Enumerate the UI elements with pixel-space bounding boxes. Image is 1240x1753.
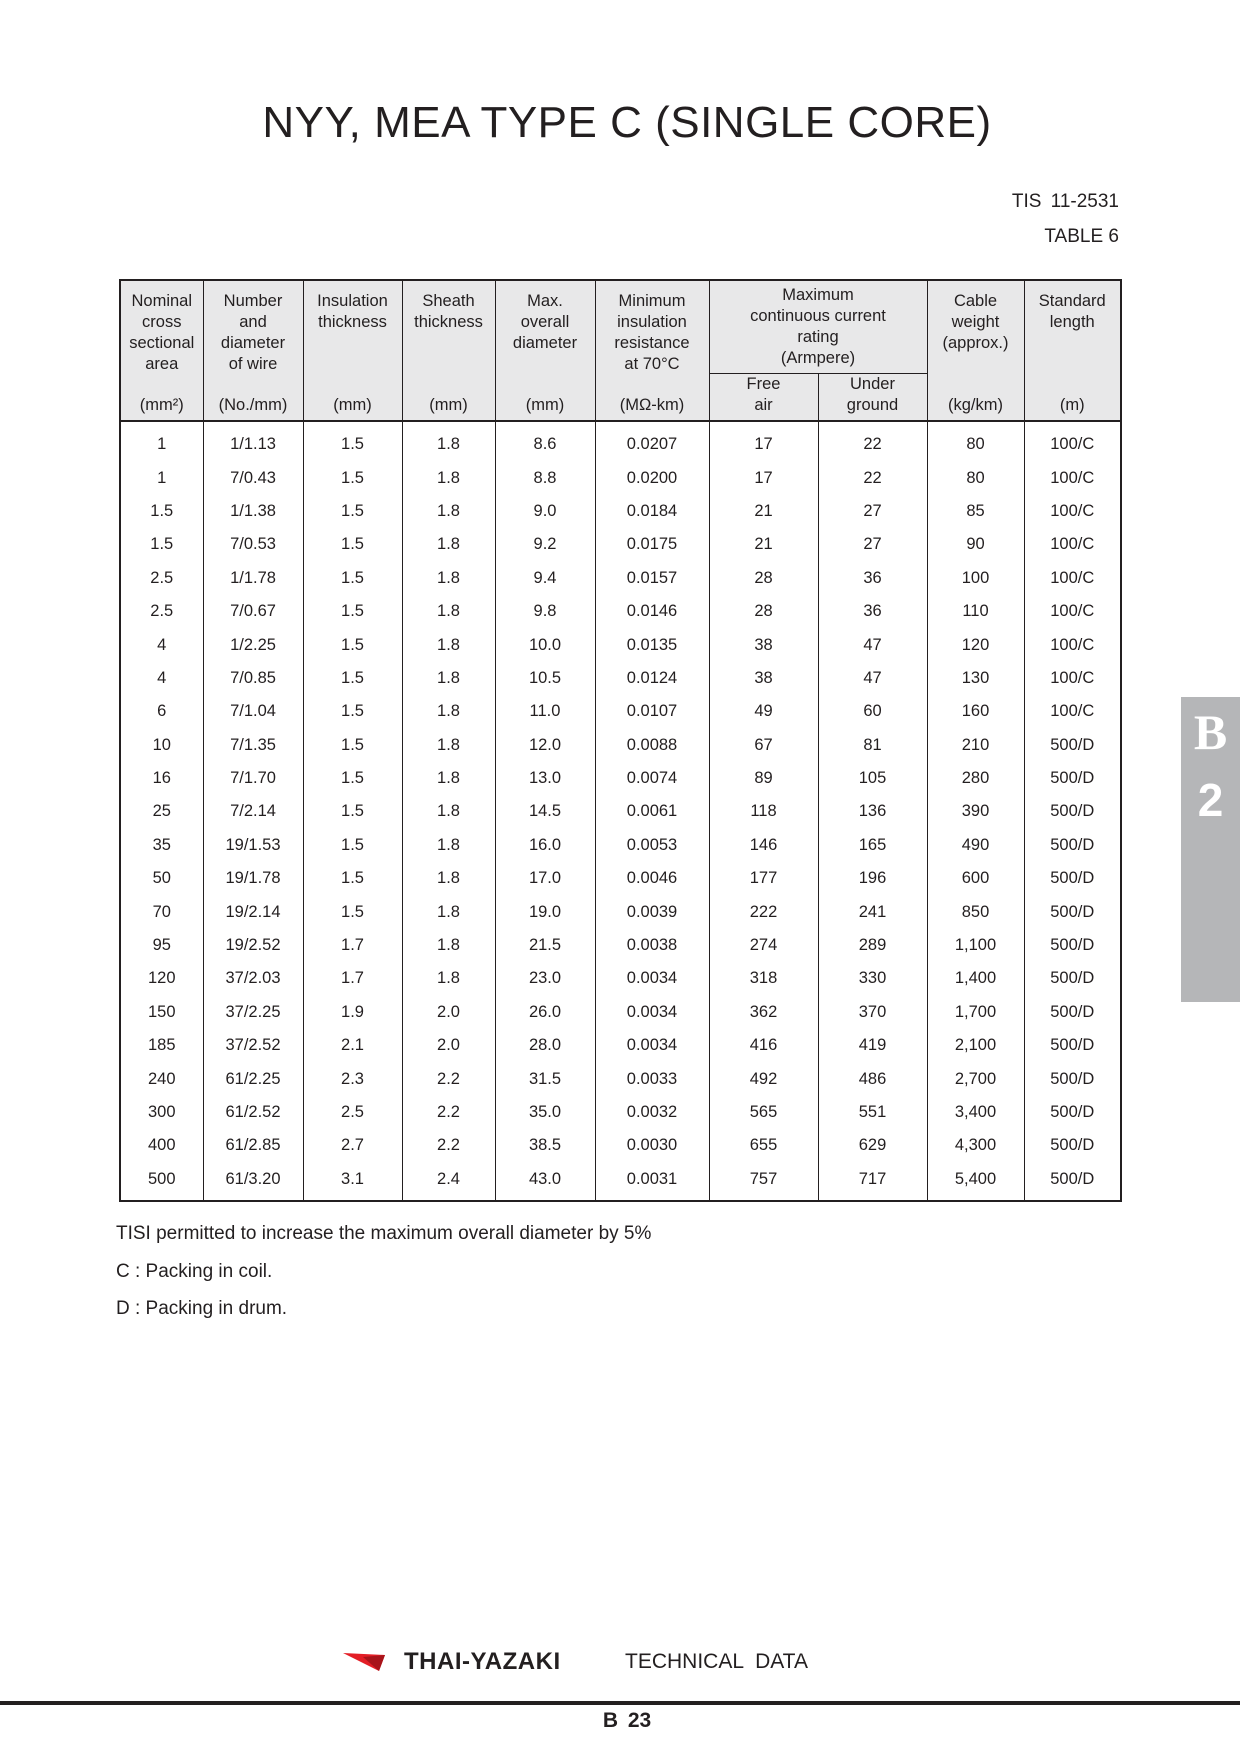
brand-name: THAI-YAZAKI <box>404 1648 561 1675</box>
cell-sheath: 1.8 <box>402 729 495 762</box>
cell-sheath: 1.8 <box>402 528 495 561</box>
cell-area: 185 <box>120 1029 203 1062</box>
cell-wire: 37/2.03 <box>203 962 303 995</box>
cell-under-ground: 81 <box>818 729 927 762</box>
table-row <box>120 1062 1121 1095</box>
cell-insulation: 2.3 <box>303 1062 402 1095</box>
cell-weight: 2,700 <box>927 1062 1024 1095</box>
cell-area: 300 <box>120 1096 203 1129</box>
cell-area: 1.5 <box>120 495 203 528</box>
table-row <box>120 895 1121 928</box>
table-row <box>120 929 1121 962</box>
cell-resistance: 0.0175 <box>595 528 709 561</box>
table-row <box>120 1096 1121 1129</box>
table-row <box>120 528 1121 561</box>
cell-wire: 7/0.43 <box>203 461 303 494</box>
cell-under-ground: 486 <box>818 1062 927 1095</box>
cell-free-air: 17 <box>709 461 818 494</box>
cell-under-ground: 551 <box>818 1096 927 1129</box>
page-number: B 23 <box>602 1709 652 1732</box>
cell-free-air: 17 <box>709 421 818 461</box>
cell-insulation: 1.5 <box>303 461 402 494</box>
cell-sheath: 2.4 <box>402 1163 495 1201</box>
cell-under-ground: 196 <box>818 862 927 895</box>
cell-length: 100/C <box>1024 662 1121 695</box>
cell-under-ground: 36 <box>818 562 927 595</box>
cell-area: 16 <box>120 762 203 795</box>
cell-sheath: 1.8 <box>402 895 495 928</box>
cell-weight: 80 <box>927 461 1024 494</box>
cell-free-air: 67 <box>709 729 818 762</box>
cell-free-air: 28 <box>709 562 818 595</box>
cell-resistance: 0.0038 <box>595 929 709 962</box>
cell-area: 6 <box>120 695 203 728</box>
header-sheath: Sheath thickness <box>402 280 495 382</box>
table-row <box>120 421 1121 461</box>
cell-resistance: 0.0061 <box>595 795 709 828</box>
cell-diameter: 28.0 <box>495 1029 595 1062</box>
table-row <box>120 562 1121 595</box>
cell-sheath: 2.2 <box>402 1062 495 1095</box>
cell-resistance: 0.0046 <box>595 862 709 895</box>
cell-resistance: 0.0034 <box>595 962 709 995</box>
cell-insulation: 2.5 <box>303 1096 402 1129</box>
cell-sheath: 1.8 <box>402 862 495 895</box>
cell-weight: 2,100 <box>927 1029 1024 1062</box>
cell-weight: 280 <box>927 762 1024 795</box>
cell-sheath: 2.0 <box>402 996 495 1029</box>
cell-area: 1.5 <box>120 528 203 561</box>
cell-area: 95 <box>120 929 203 962</box>
cell-weight: 90 <box>927 528 1024 561</box>
cell-length: 500/D <box>1024 862 1121 895</box>
cell-area: 4 <box>120 662 203 695</box>
cell-resistance: 0.0074 <box>595 762 709 795</box>
cell-under-ground: 241 <box>818 895 927 928</box>
cell-weight: 390 <box>927 795 1024 828</box>
cell-wire: 19/2.14 <box>203 895 303 928</box>
note-diameter-tolerance: TISI permitted to increase the maximum overall diameter by 5% <box>116 1223 652 1244</box>
cell-weight: 1,700 <box>927 996 1024 1029</box>
cell-weight: 80 <box>927 421 1024 461</box>
cell-insulation: 2.1 <box>303 1029 402 1062</box>
unit-nominal-area: (mm²) <box>120 382 203 421</box>
cell-weight: 4,300 <box>927 1129 1024 1162</box>
table-row <box>120 829 1121 862</box>
cell-sheath: 1.8 <box>402 662 495 695</box>
cell-under-ground: 47 <box>818 628 927 661</box>
cell-diameter: 9.8 <box>495 595 595 628</box>
table-row <box>120 628 1121 661</box>
cell-free-air: 416 <box>709 1029 818 1062</box>
cell-area: 400 <box>120 1129 203 1162</box>
table-row <box>120 1029 1121 1062</box>
cell-sheath: 1.8 <box>402 962 495 995</box>
cell-resistance: 0.0053 <box>595 829 709 862</box>
cell-wire: 19/1.78 <box>203 862 303 895</box>
table-row <box>120 495 1121 528</box>
cell-resistance: 0.0034 <box>595 1029 709 1062</box>
standard-number: TIS 11-2531 <box>1011 191 1119 212</box>
cell-insulation: 2.7 <box>303 1129 402 1162</box>
cell-wire: 1/2.25 <box>203 628 303 661</box>
cell-sheath: 1.8 <box>402 628 495 661</box>
table-row <box>120 762 1121 795</box>
cell-length: 500/D <box>1024 829 1121 862</box>
cell-length: 100/C <box>1024 528 1121 561</box>
cell-weight: 5,400 <box>927 1163 1024 1201</box>
section-tab-letter: B <box>1193 704 1228 760</box>
cell-resistance: 0.0033 <box>595 1062 709 1095</box>
table-row <box>120 595 1121 628</box>
cell-free-air: 146 <box>709 829 818 862</box>
cell-free-air: 177 <box>709 862 818 895</box>
cell-sheath: 1.8 <box>402 421 495 461</box>
cell-under-ground: 419 <box>818 1029 927 1062</box>
unit-insulation: (mm) <box>303 382 402 421</box>
cell-resistance: 0.0088 <box>595 729 709 762</box>
cell-under-ground: 27 <box>818 495 927 528</box>
cell-wire: 37/2.52 <box>203 1029 303 1062</box>
cell-insulation: 1.5 <box>303 895 402 928</box>
cell-area: 50 <box>120 862 203 895</box>
note-drum-packing: D : Packing in drum. <box>116 1298 288 1319</box>
header-length: Standard length <box>1024 280 1121 382</box>
cell-insulation: 1.9 <box>303 996 402 1029</box>
cell-weight: 85 <box>927 495 1024 528</box>
cell-area: 1 <box>120 461 203 494</box>
cell-weight: 850 <box>927 895 1024 928</box>
cell-wire: 7/0.85 <box>203 662 303 695</box>
footer <box>0 1645 1240 1679</box>
header-resistance: Minimum insulation resistance at 70°C <box>595 280 709 382</box>
cell-resistance: 0.0207 <box>595 421 709 461</box>
cell-insulation: 1.5 <box>303 595 402 628</box>
cell-insulation: 1.5 <box>303 695 402 728</box>
cell-wire: 7/2.14 <box>203 795 303 828</box>
cell-free-air: 21 <box>709 528 818 561</box>
header-wire: Number and diameter of wire <box>203 280 303 382</box>
table-row <box>120 1129 1121 1162</box>
cell-diameter: 12.0 <box>495 729 595 762</box>
cell-wire: 19/1.53 <box>203 829 303 862</box>
cell-insulation: 1.5 <box>303 729 402 762</box>
cell-weight: 110 <box>927 595 1024 628</box>
cell-wire: 7/1.35 <box>203 729 303 762</box>
cell-diameter: 8.6 <box>495 421 595 461</box>
cell-free-air: 38 <box>709 628 818 661</box>
header-current-rating: Maximum continuous current rating (Armpere) <box>709 280 927 374</box>
cell-weight: 1,400 <box>927 962 1024 995</box>
unit-weight: (kg/km) <box>927 382 1024 421</box>
cell-wire: 7/1.04 <box>203 695 303 728</box>
cell-length: 100/C <box>1024 695 1121 728</box>
table-row <box>120 996 1121 1029</box>
table-row <box>120 729 1121 762</box>
cell-insulation: 1.5 <box>303 862 402 895</box>
cell-free-air: 118 <box>709 795 818 828</box>
cell-free-air: 222 <box>709 895 818 928</box>
cell-diameter: 10.0 <box>495 628 595 661</box>
cell-insulation: 1.5 <box>303 421 402 461</box>
cell-area: 2.5 <box>120 595 203 628</box>
cell-diameter: 38.5 <box>495 1129 595 1162</box>
cell-sheath: 1.8 <box>402 695 495 728</box>
cell-resistance: 0.0031 <box>595 1163 709 1201</box>
cell-resistance: 0.0124 <box>595 662 709 695</box>
cell-wire: 37/2.25 <box>203 996 303 1029</box>
cell-insulation: 1.5 <box>303 562 402 595</box>
cell-area: 120 <box>120 962 203 995</box>
cell-wire: 61/2.52 <box>203 1096 303 1129</box>
cell-sheath: 2.2 <box>402 1129 495 1162</box>
cell-insulation: 3.1 <box>303 1163 402 1201</box>
cell-diameter: 17.0 <box>495 862 595 895</box>
header-diameter: Max. overall diameter <box>495 280 595 382</box>
cell-length: 500/D <box>1024 1163 1121 1201</box>
cell-area: 4 <box>120 628 203 661</box>
cell-resistance: 0.0200 <box>595 461 709 494</box>
cell-weight: 100 <box>927 562 1024 595</box>
cell-diameter: 26.0 <box>495 996 595 1029</box>
cell-wire: 7/1.70 <box>203 762 303 795</box>
cell-diameter: 21.5 <box>495 929 595 962</box>
cell-area: 25 <box>120 795 203 828</box>
cell-weight: 120 <box>927 628 1024 661</box>
cell-under-ground: 330 <box>818 962 927 995</box>
cell-under-ground: 105 <box>818 762 927 795</box>
cell-diameter: 23.0 <box>495 962 595 995</box>
table-row <box>120 461 1121 494</box>
cell-diameter: 14.5 <box>495 795 595 828</box>
section-tab-number: 2 <box>1197 774 1224 826</box>
cell-length: 100/C <box>1024 495 1121 528</box>
cell-free-air: 28 <box>709 595 818 628</box>
cell-under-ground: 717 <box>818 1163 927 1201</box>
cell-sheath: 2.2 <box>402 1096 495 1129</box>
cell-diameter: 9.4 <box>495 562 595 595</box>
cell-length: 500/D <box>1024 795 1121 828</box>
table-row <box>120 662 1121 695</box>
footer-divider <box>0 1701 1240 1705</box>
cell-weight: 1,100 <box>927 929 1024 962</box>
cell-area: 70 <box>120 895 203 928</box>
cell-resistance: 0.0135 <box>595 628 709 661</box>
header-free-air: Free air <box>709 374 818 422</box>
section-tab <box>1181 697 1240 1002</box>
cell-free-air: 49 <box>709 695 818 728</box>
cell-diameter: 19.0 <box>495 895 595 928</box>
cell-weight: 210 <box>927 729 1024 762</box>
cell-length: 100/C <box>1024 562 1121 595</box>
cell-wire: 1/1.78 <box>203 562 303 595</box>
cell-free-air: 274 <box>709 929 818 962</box>
cell-wire: 1/1.13 <box>203 421 303 461</box>
cell-insulation: 1.5 <box>303 829 402 862</box>
table-row <box>120 795 1121 828</box>
cell-length: 500/D <box>1024 762 1121 795</box>
cell-insulation: 1.5 <box>303 528 402 561</box>
table-reference: TABLE 6 <box>1044 226 1119 247</box>
cell-weight: 160 <box>927 695 1024 728</box>
cell-sheath: 1.8 <box>402 562 495 595</box>
cell-free-air: 565 <box>709 1096 818 1129</box>
cell-resistance: 0.0034 <box>595 996 709 1029</box>
cell-length: 500/D <box>1024 962 1121 995</box>
cell-length: 500/D <box>1024 729 1121 762</box>
brand-tagline: TECHNICAL DATA <box>625 1650 808 1673</box>
cell-under-ground: 165 <box>818 829 927 862</box>
cell-length: 500/D <box>1024 1029 1121 1062</box>
cell-length: 500/D <box>1024 895 1121 928</box>
unit-diameter: (mm) <box>495 382 595 421</box>
cell-wire: 1/1.38 <box>203 495 303 528</box>
cell-insulation: 1.5 <box>303 762 402 795</box>
cell-under-ground: 289 <box>818 929 927 962</box>
cell-length: 500/D <box>1024 1129 1121 1162</box>
cell-free-air: 38 <box>709 662 818 695</box>
cell-length: 500/D <box>1024 1062 1121 1095</box>
cell-insulation: 1.5 <box>303 662 402 695</box>
cell-area: 150 <box>120 996 203 1029</box>
cell-diameter: 16.0 <box>495 829 595 862</box>
cell-free-air: 655 <box>709 1129 818 1162</box>
cell-under-ground: 47 <box>818 662 927 695</box>
note-coil-packing: C : Packing in coil. <box>116 1261 273 1282</box>
cell-free-air: 318 <box>709 962 818 995</box>
cell-length: 100/C <box>1024 595 1121 628</box>
cell-under-ground: 136 <box>818 795 927 828</box>
unit-sheath: (mm) <box>402 382 495 421</box>
cell-area: 240 <box>120 1062 203 1095</box>
cell-sheath: 1.8 <box>402 495 495 528</box>
cable-spec-table <box>119 279 1122 1202</box>
cell-area: 500 <box>120 1163 203 1201</box>
cell-area: 10 <box>120 729 203 762</box>
cell-length: 100/C <box>1024 421 1121 461</box>
cell-resistance: 0.0107 <box>595 695 709 728</box>
cell-diameter: 9.2 <box>495 528 595 561</box>
cell-sheath: 1.8 <box>402 461 495 494</box>
cell-free-air: 89 <box>709 762 818 795</box>
cell-length: 500/D <box>1024 929 1121 962</box>
cell-length: 100/C <box>1024 628 1121 661</box>
cell-wire: 61/3.20 <box>203 1163 303 1201</box>
cell-sheath: 1.8 <box>402 829 495 862</box>
cell-sheath: 1.8 <box>402 795 495 828</box>
cell-diameter: 11.0 <box>495 695 595 728</box>
header-insulation: Insulation thickness <box>303 280 402 382</box>
cell-under-ground: 27 <box>818 528 927 561</box>
cell-free-air: 362 <box>709 996 818 1029</box>
cell-diameter: 35.0 <box>495 1096 595 1129</box>
cell-sheath: 2.0 <box>402 1029 495 1062</box>
cell-resistance: 0.0184 <box>595 495 709 528</box>
unit-length: (m) <box>1024 382 1121 421</box>
cell-under-ground: 60 <box>818 695 927 728</box>
cell-weight: 600 <box>927 862 1024 895</box>
unit-resistance: (MΩ-km) <box>595 382 709 421</box>
cell-resistance: 0.0039 <box>595 895 709 928</box>
cell-free-air: 492 <box>709 1062 818 1095</box>
cell-weight: 130 <box>927 662 1024 695</box>
cell-diameter: 43.0 <box>495 1163 595 1201</box>
cell-insulation: 1.5 <box>303 628 402 661</box>
cell-area: 2.5 <box>120 562 203 595</box>
cell-wire: 61/2.25 <box>203 1062 303 1095</box>
header-weight: Cable weight (approx.) <box>927 280 1024 382</box>
cell-length: 500/D <box>1024 1096 1121 1129</box>
cell-under-ground: 22 <box>818 461 927 494</box>
cell-free-air: 757 <box>709 1163 818 1201</box>
header-under-ground: Under ground <box>818 374 927 422</box>
cell-length: 100/C <box>1024 461 1121 494</box>
cell-sheath: 1.8 <box>402 595 495 628</box>
page-title: NYY, MEA TYPE C (SINGLE CORE) <box>262 98 992 147</box>
cell-diameter: 8.8 <box>495 461 595 494</box>
table-row <box>120 862 1121 895</box>
table-body <box>120 421 1121 1201</box>
table-header <box>120 280 1121 421</box>
cell-length: 500/D <box>1024 996 1121 1029</box>
cell-under-ground: 370 <box>818 996 927 1029</box>
cell-insulation: 1.7 <box>303 962 402 995</box>
cell-area: 35 <box>120 829 203 862</box>
cell-resistance: 0.0157 <box>595 562 709 595</box>
cell-free-air: 21 <box>709 495 818 528</box>
cell-diameter: 9.0 <box>495 495 595 528</box>
cell-sheath: 1.8 <box>402 762 495 795</box>
cell-under-ground: 629 <box>818 1129 927 1162</box>
cell-wire: 61/2.85 <box>203 1129 303 1162</box>
cell-weight: 490 <box>927 829 1024 862</box>
cell-area: 1 <box>120 421 203 461</box>
cell-under-ground: 36 <box>818 595 927 628</box>
cell-diameter: 31.5 <box>495 1062 595 1095</box>
cell-diameter: 13.0 <box>495 762 595 795</box>
cell-wire: 7/0.67 <box>203 595 303 628</box>
header-nominal-area: Nominal cross sectional area <box>120 280 203 382</box>
cell-under-ground: 22 <box>818 421 927 461</box>
thai-yazaki-logo-icon <box>343 1651 385 1673</box>
cell-resistance: 0.0032 <box>595 1096 709 1129</box>
table-row <box>120 1163 1121 1201</box>
cell-insulation: 1.5 <box>303 495 402 528</box>
unit-wire: (No./mm) <box>203 382 303 421</box>
cell-resistance: 0.0146 <box>595 595 709 628</box>
cell-wire: 19/2.52 <box>203 929 303 962</box>
cell-weight: 3,400 <box>927 1096 1024 1129</box>
cell-sheath: 1.8 <box>402 929 495 962</box>
cell-insulation: 1.5 <box>303 795 402 828</box>
cell-diameter: 10.5 <box>495 662 595 695</box>
table-row <box>120 695 1121 728</box>
cell-insulation: 1.7 <box>303 929 402 962</box>
cell-resistance: 0.0030 <box>595 1129 709 1162</box>
table-row <box>120 962 1121 995</box>
cell-wire: 7/0.53 <box>203 528 303 561</box>
